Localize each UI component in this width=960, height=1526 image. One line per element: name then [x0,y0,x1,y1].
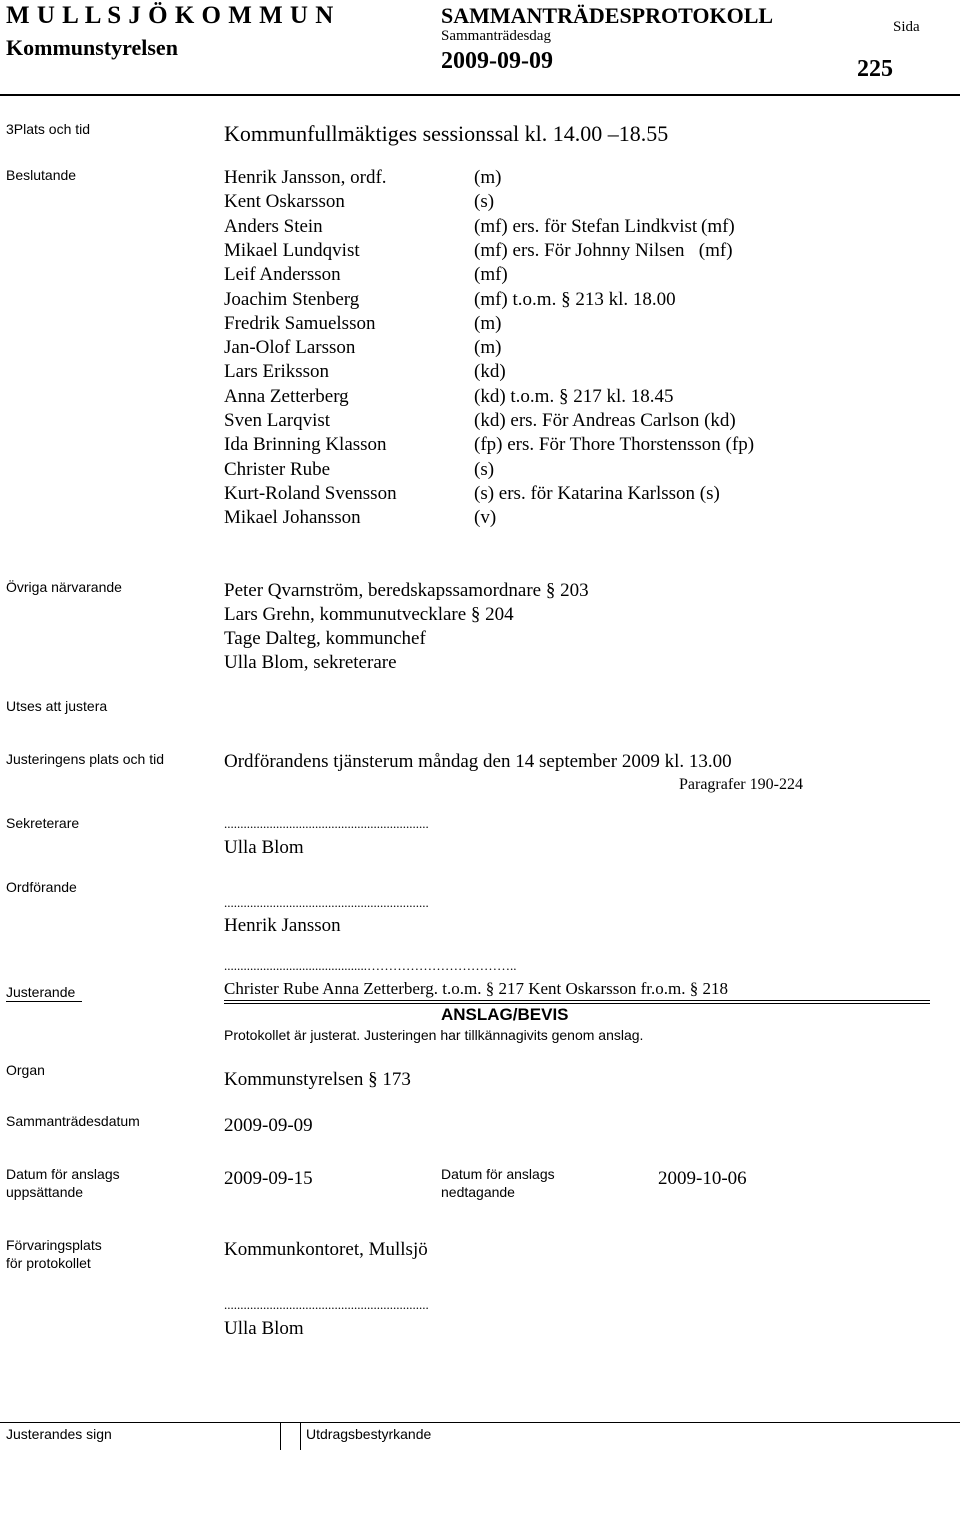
uppsattande-label-1: Datum för anslags [6,1166,120,1182]
sekreterare-name: Ulla Blom [224,837,304,858]
sekreterare-signature-line: ............................................................... [224,816,429,831]
justering-value: Ordförandens tjänsterum måndag den 14 september 2009 kl. 13.00 [224,751,732,772]
ordforande-label: Ordförande [6,879,77,895]
others-line: Ulla Blom, sekreterare [224,652,397,673]
member-party: (mf) [474,264,508,285]
organ-value: Kommunstyrelsen § 173 [224,1069,411,1090]
others-line: Peter Qvarnström, beredskapssamordnare § 203 [224,580,589,601]
member-party: (s) [474,459,495,480]
member-party: (fp) ers. För Thore Thorstensson (fp) [474,434,755,455]
anslag-title: ANSLAG/BEVIS [441,1005,569,1024]
member-party: (s) ers. för Katarina Karlsson (s) [474,483,720,504]
member-party: (mf) ers. För Johnny Nilsen (mf) [474,240,733,261]
justerande-rule-2 [224,1003,930,1004]
member-party: (kd) [474,361,506,382]
date-label: Sammanträdesdag [441,28,551,44]
footer-sep-2 [300,1422,301,1450]
others-label: Övriga närvarande [6,579,122,595]
uppsattande-value: 2009-09-15 [224,1168,313,1189]
member-name: Sven Larqvist [224,410,331,431]
place-label: 3Plats och tid [6,121,91,137]
footer-divider [0,1422,960,1423]
member-name: Kurt-Roland Svensson [224,483,397,504]
paragrafer: Paragrafer 190-224 [679,776,803,793]
decision-makers-label: Beslutande [6,167,77,183]
footer-utdragsbestyrkande: Utdragsbestyrkande [306,1426,432,1442]
sekreterare-label: Sekreterare [6,815,80,831]
page-number: 225 [857,56,893,82]
member-party: (m) [474,313,502,334]
municipality-name: M U L L S J Ö K O M M U N [6,2,334,29]
header-divider [0,94,960,96]
forvaringsplats-label-2: för protokollet [6,1255,91,1271]
nedtagande-label-1: Datum för anslags [441,1166,555,1182]
member-name: Ida Brinning Klasson [224,434,387,455]
member-name: Jan-Olof Larsson [224,337,356,358]
utses-label: Utses att justera [6,698,108,714]
justering-label: Justeringens plats och tid [6,751,164,767]
nedtagande-value: 2009-10-06 [658,1168,747,1189]
organ-label: Organ [6,1062,45,1078]
member-name: Fredrik Samuelsson [224,313,376,334]
member-party: (m) [474,337,502,358]
member-name: Mikael Lundqvist [224,240,360,261]
member-name: Anders Stein [224,216,323,237]
forvaringsplats-label-1: Förvaringsplats [6,1237,102,1253]
member-name: Henrik Jansson, ordf. [224,167,387,188]
sammantradesdatum-value: 2009-09-09 [224,1115,313,1136]
member-name: Joachim Stenberg [224,289,360,310]
uppsattande-label-2: uppsättande [6,1184,84,1200]
others-line: Tage Dalteg, kommunchef [224,628,426,649]
member-name: Lars Eriksson [224,361,330,382]
meeting-date: 2009-09-09 [441,48,553,74]
member-party: (mf) ers. för Stefan Lindkvist (mf) [474,216,735,237]
member-party: (v) [474,507,497,528]
doc-type: SAMMANTRÄDESPROTOKOLL [441,3,774,28]
attest-name: Ulla Blom [224,1318,304,1339]
justerande-label: Justerande [6,984,76,1000]
ordforande-name: Henrik Jansson [224,915,341,936]
member-party: (mf) t.o.m. § 213 kl. 18.00 [474,289,676,310]
attest-signature-line: ............................................................... [224,1297,429,1312]
member-party: (m) [474,167,502,188]
footer-sep-1 [280,1422,281,1450]
member-party: (s) [474,191,495,212]
others-line: Lars Grehn, kommunutvecklare § 204 [224,604,514,625]
anslag-text: Protokollet är justerat. Justeringen har tillkännagivits genom anslag. [224,1027,644,1043]
justerande-signature-line: ............................................…………………………….. [224,958,517,973]
member-party: (kd) t.o.m. § 217 kl. 18.45 [474,386,674,407]
ordforande-signature-line: ............................................................... [224,895,429,910]
member-name: Kent Oskarsson [224,191,345,212]
justerande-rule-1 [224,1000,930,1001]
member-name: Mikael Johansson [224,507,361,528]
member-name: Christer Rube [224,459,331,480]
footer-justerandes-sign: Justerandes sign [6,1426,112,1442]
nedtagande-label-2: nedtagande [441,1184,515,1200]
sammantradesdatum-label: Sammanträdesdatum [6,1113,140,1129]
place-value: Kommunfullmäktiges sessionssal kl. 14.00 –18.55 [224,121,669,146]
page-label: Sida [893,19,920,35]
member-name: Leif Andersson [224,264,341,285]
member-name: Anna Zetterberg [224,386,349,407]
member-party: (kd) ers. För Andreas Carlson (kd) [474,410,736,431]
body-name: Kommunstyrelsen [6,35,178,60]
justerande-names: Christer Rube Anna Zetterberg. t.o.m. § 217 Kent Oskarsson fr.o.m. § 218 [224,979,728,998]
justerande-underline [6,1001,82,1002]
forvaringsplats-value: Kommunkontoret, Mullsjö [224,1239,428,1260]
